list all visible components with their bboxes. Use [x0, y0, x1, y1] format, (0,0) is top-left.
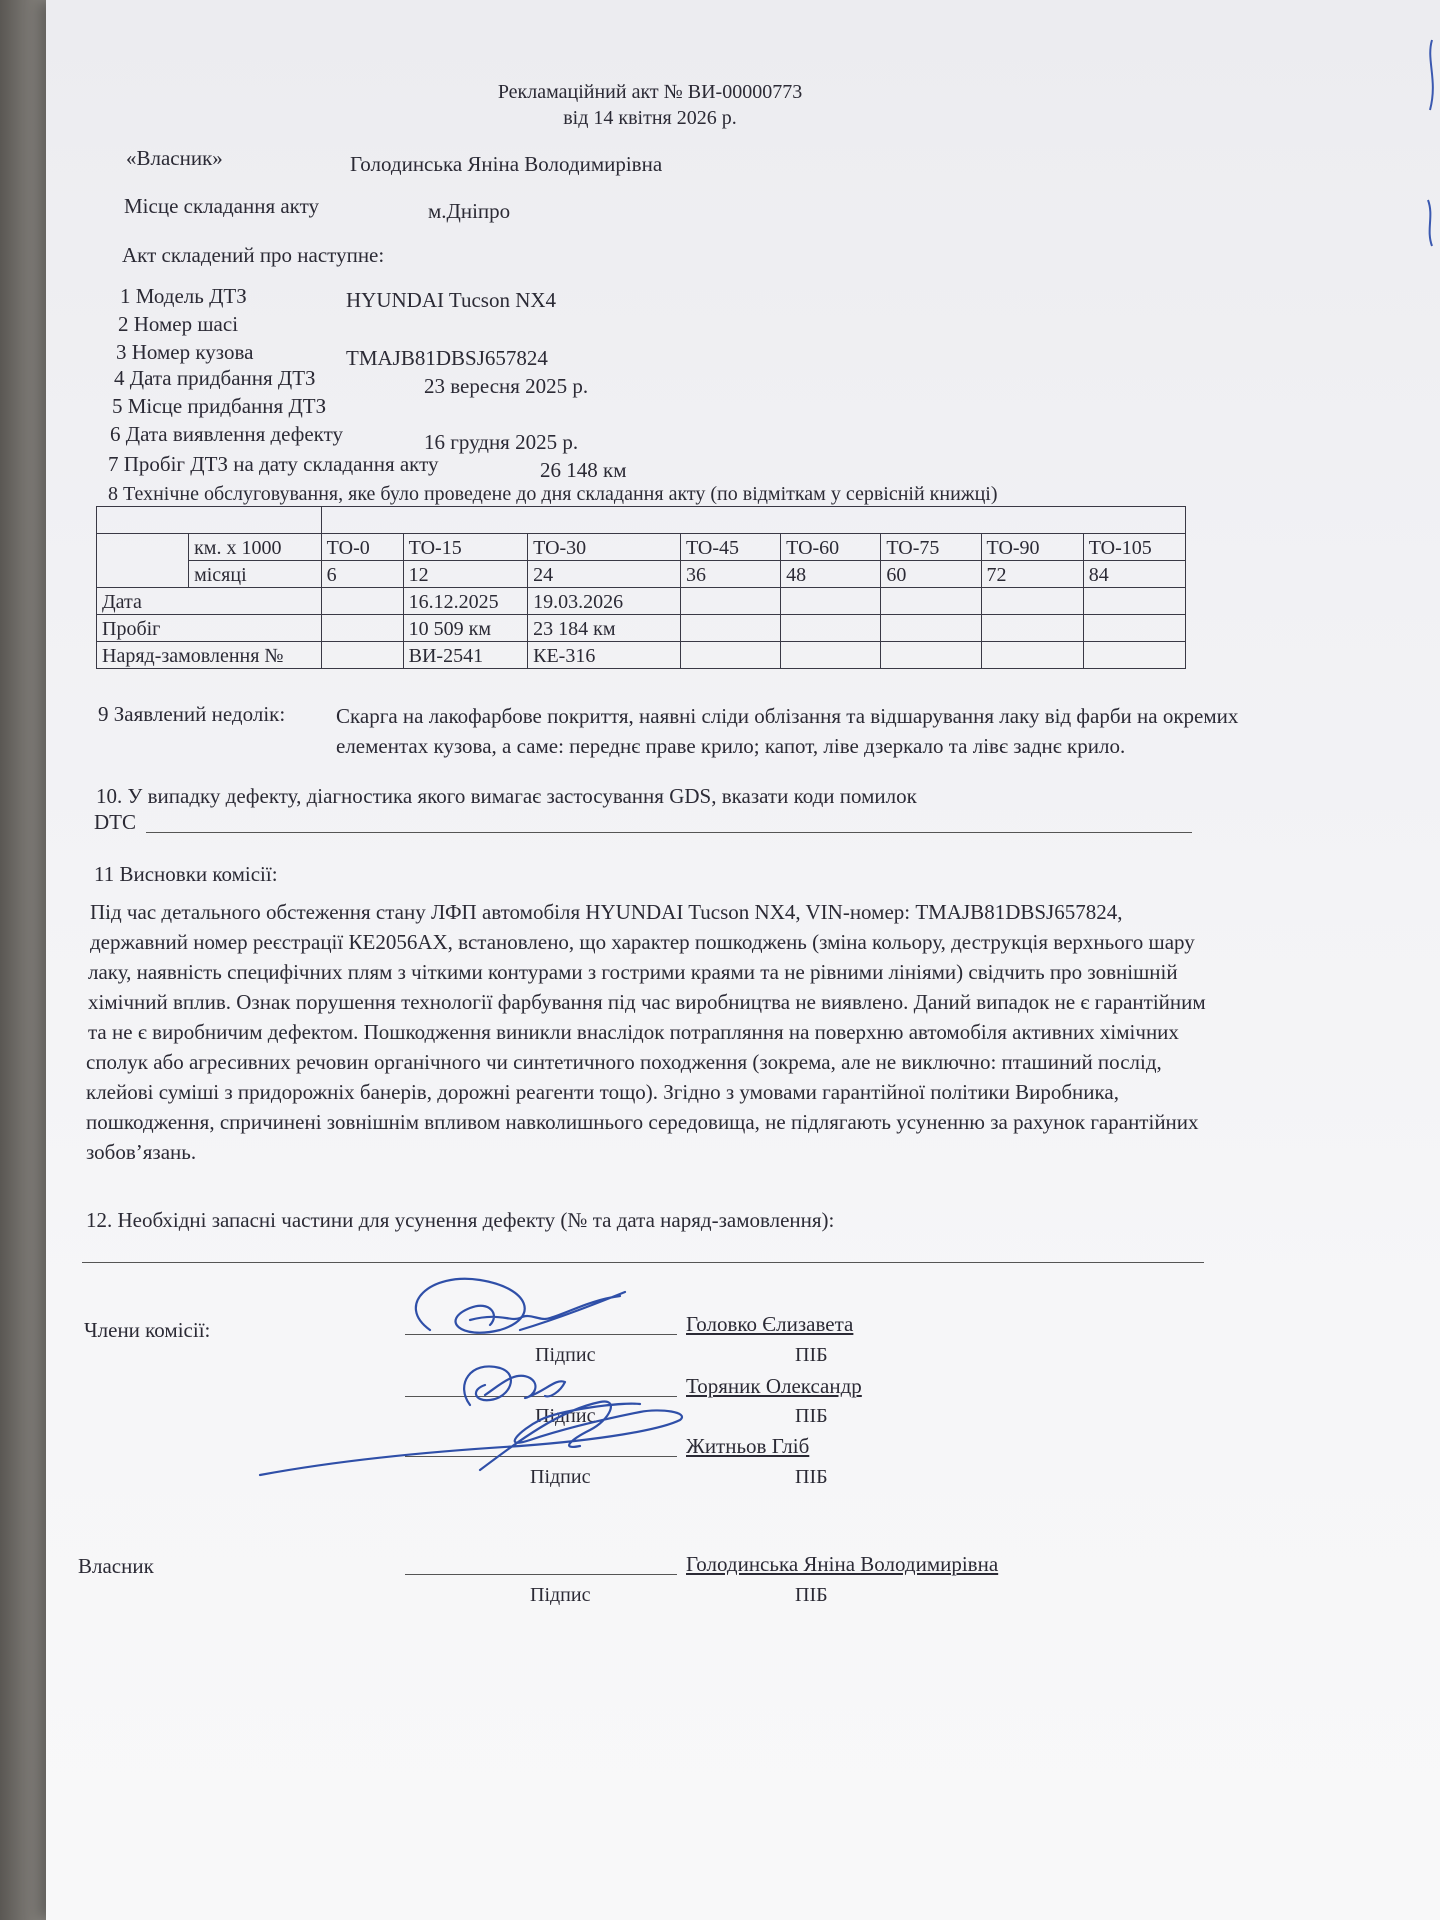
- table-cell: ТО-15: [403, 534, 527, 561]
- conclusion-line: хімічний вплив. Ознак порушення технології фарбування під час виробництва не виявлено. Даний випадок не є гарантійним: [88, 990, 1206, 1014]
- conclusion-line: зобов’язань.: [86, 1140, 197, 1164]
- defect-label: 9 Заявлений недолік:: [98, 702, 286, 726]
- maintenance-label: 8 Технічне обслуговування, яке було проведене до дня складання акту (по відміткам у сервісній книжці): [108, 483, 998, 505]
- member-name: Торяник Олександр: [686, 1374, 862, 1398]
- parts-underline: [82, 1262, 1204, 1263]
- signature-2-icon: [464, 1366, 565, 1405]
- table-cell: [321, 588, 403, 615]
- field-value-model: HYUNDAI Tucson NX4: [346, 288, 557, 312]
- table-row: [97, 588, 1186, 615]
- signature-line: [405, 1456, 677, 1457]
- table-cell: ТО-60: [781, 534, 881, 561]
- owner-value: Голодинська Яніна Володимирівна: [350, 152, 663, 176]
- row-label-mileage: Пробіг: [97, 615, 322, 642]
- dtc-label: DTC: [94, 810, 136, 834]
- owner-sign-label: Власник: [78, 1554, 154, 1578]
- field-label-model: 1 Модель ДТЗ: [120, 284, 247, 308]
- document-title: Рекламаційний акт № ВИ-00000773: [497, 81, 803, 103]
- conclusion-line: Під час детального обстеження стану ЛФП автомобіля HYUNDAI Tucson NX4, VIN-номер: TMAJB81DBSJ657824,: [90, 900, 1123, 924]
- table-cell: ТО-105: [1083, 534, 1185, 561]
- table-row: [97, 534, 1186, 561]
- conclusion-line: сполук або агресивних речовин органічного чи синтетичного походження (зокрема, але не виключно: пташиний послід,: [86, 1050, 1162, 1074]
- gds-label: 10. У випадку дефекту, діагностика якого вимагає застосування GDS, вказати коди помилок: [96, 784, 917, 808]
- commission-label: Члени комісії:: [84, 1318, 211, 1342]
- table-cell: 23 184 км: [528, 615, 681, 642]
- pib-caption: ПІБ: [795, 1405, 828, 1427]
- table-cell: [321, 615, 403, 642]
- table-cell: 10 509 км: [403, 615, 527, 642]
- intro-text: Акт складений про наступне:: [122, 243, 385, 267]
- table-row: [97, 642, 1186, 669]
- conclusion-line: лаку, наявність специфічних плям з чіткими контурами з гострими краями та не рівними лініями) свідчить про зовнішній: [88, 960, 1178, 984]
- table-row: [97, 561, 1186, 588]
- table-cell: 36: [680, 561, 780, 588]
- conclusion-line: державний номер реєстрації КЕ2056АХ, встановлено, що характер пошкоджень (зміна кольору, деструкція верхнього шару: [90, 930, 1195, 954]
- field-value-defect-date: 16 грудня 2025 р.: [424, 430, 579, 454]
- field-label-purchase-date: 4 Дата придбання ДТЗ: [114, 366, 316, 390]
- pib-caption: ПІБ: [795, 1584, 828, 1606]
- field-label-purchase-place: 5 Місце придбання ДТЗ: [112, 394, 327, 418]
- signature-line: [405, 1396, 677, 1397]
- table-cell: КЕ-316: [528, 642, 681, 669]
- signature-3-icon: [260, 1402, 682, 1475]
- signature-1-icon: [416, 1279, 625, 1333]
- field-value-purchase-date: 23 вересня 2025 р.: [424, 374, 589, 398]
- member-name: Житньов Гліб: [686, 1434, 810, 1458]
- pen-icon: [1422, 20, 1440, 260]
- table-cell: [881, 615, 981, 642]
- table-cell: [321, 642, 403, 669]
- conclusion-line: та не є виробничим дефектом. Пошкодження виникли внаслідок потрапляння на поверхню автомобіля активних хімічних: [88, 1020, 1179, 1044]
- table-cell: ТО-75: [881, 534, 981, 561]
- member-name: Головко Єлизавета: [686, 1312, 854, 1336]
- table-cell: [781, 642, 881, 669]
- table-cell: [881, 588, 981, 615]
- conclusion-line: пошкодження, спричинені зовнішнім впливом навколишнього середовища, не підлягають усуненню за рахунок гарантійних: [86, 1110, 1199, 1134]
- place-label: Місце складання акту: [124, 194, 319, 218]
- signature-line: [405, 1574, 677, 1575]
- field-label-defect-date: 6 Дата виявлення дефекту: [110, 422, 344, 446]
- table-row: [97, 507, 1186, 534]
- table-cell: 12: [403, 561, 527, 588]
- document-header: [350, 80, 950, 130]
- sign-caption: Підпис: [535, 1344, 596, 1366]
- sign-caption: Підпис: [535, 1405, 596, 1427]
- table-cell: [881, 642, 981, 669]
- table-cell: [680, 588, 780, 615]
- table-cell: [781, 588, 881, 615]
- sign-caption: Підпис: [530, 1466, 591, 1488]
- table-cell: ВИ-2541: [403, 642, 527, 669]
- table-cell: 16.12.2025: [403, 588, 527, 615]
- table-cell: 72: [981, 561, 1083, 588]
- dtc-underline: [146, 832, 1192, 833]
- defect-line-1: Скарга на лакофарбове покриття, наявні сліди облізання та відшарування лаку від фарби на окремих: [336, 704, 1239, 728]
- document-date: від 14 квітня 2026 р.: [563, 107, 737, 129]
- owner-label: «Власник»: [126, 146, 223, 170]
- table-cell: [781, 615, 881, 642]
- row-label-months: місяці: [189, 561, 322, 588]
- place-value: м.Дніпро: [428, 199, 511, 223]
- field-label-mileage: 7 Пробіг ДТЗ на дату складання акту: [108, 452, 439, 476]
- table-cell: 19.03.2026: [528, 588, 681, 615]
- table-cell: ТО-30: [528, 534, 681, 561]
- table-cell: 60: [881, 561, 981, 588]
- field-value-body: TMAJB81DBSJ657824: [346, 346, 548, 370]
- row-label-order: Наряд-замовлення №: [97, 642, 322, 669]
- owner-sign-name: Голодинська Яніна Володимирівна: [686, 1552, 999, 1576]
- table-cell: [981, 642, 1083, 669]
- sign-caption: Підпис: [530, 1584, 591, 1606]
- row-label-km: км. х 1000: [189, 534, 322, 561]
- table-cell: 84: [1083, 561, 1185, 588]
- table-cell: 48: [781, 561, 881, 588]
- table-cell: [981, 588, 1083, 615]
- row-label-date: Дата: [97, 588, 322, 615]
- table-cell: [981, 615, 1083, 642]
- table-cell: 6: [321, 561, 403, 588]
- table-cell: [1083, 615, 1185, 642]
- conclusions-label: 11 Висновки комісії:: [94, 862, 278, 886]
- table-cell: ТО-90: [981, 534, 1083, 561]
- parts-label: 12. Необхідні запасні частини для усунення дефекту (№ та дата наряд-замовлення):: [86, 1208, 835, 1232]
- table-cell: ТО-45: [680, 534, 780, 561]
- table-row: [97, 615, 1186, 642]
- field-label-chassis: 2 Номер шасі: [118, 312, 239, 336]
- conclusion-line: клейові суміші з придорожніх банерів, дорожні реагенти тощо). Згідно з умовами гарантійної політики Виробника,: [86, 1080, 1119, 1104]
- signature-line: [405, 1334, 677, 1335]
- table-cell: [1083, 588, 1185, 615]
- table-cell: ТО-0: [321, 534, 403, 561]
- table-cell: [680, 642, 780, 669]
- pib-caption: ПІБ: [795, 1344, 828, 1366]
- table-cell: [680, 615, 780, 642]
- table-cell: [1083, 642, 1185, 669]
- defect-line-2: елементах кузова, а саме: переднє праве крило; капот, ліве дзеркало та лівє заднє крило.: [336, 734, 1126, 758]
- field-value-mileage: 26 148 км: [540, 458, 627, 482]
- maintenance-table: [96, 506, 1186, 669]
- field-label-body: 3 Номер кузова: [116, 340, 254, 364]
- table-cell: 24: [528, 561, 681, 588]
- pib-caption: ПІБ: [795, 1466, 828, 1488]
